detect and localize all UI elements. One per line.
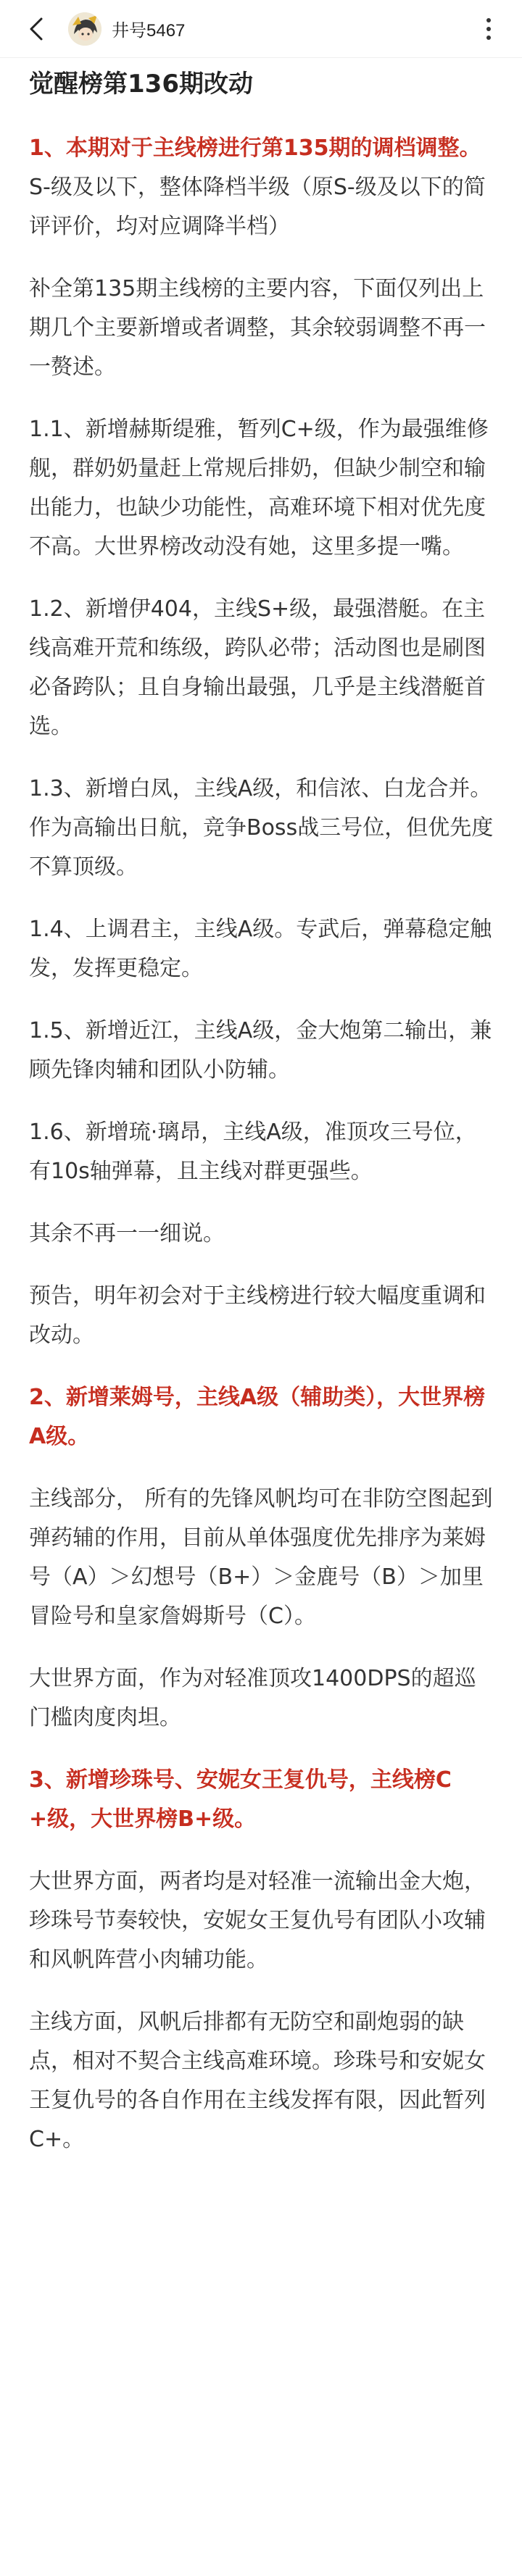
top-bar [0,0,522,58]
section-2-heading: 2、新增莱姆号，主线A级（辅助类），大世界榜A级。 [29,1385,486,1449]
avatar[interactable] [68,12,102,46]
post-title: 觉醒榜第136期改动 [29,70,253,99]
paragraph-1-4: 1.4、上调君主，主线A级。专武后，弹幕稳定触发，发挥更稳定。 [29,917,492,981]
paragraph-rest: 其余不再一一细说。 [29,1221,225,1246]
paragraph-1-2: 1.2、新增伊404，主线S+级，最强潜艇。在主线高难开荒和练级，跨队必带；活动图也是刷图必备跨队；且自身输出最强，几乎是主线潜艇首选。 [29,596,486,739]
paragraph-1-3: 1.3、新增白凤，主线A级，和信浓、白龙合并。作为高输出日航，竞争Boss战三号位，但优先度不算顶级。 [29,776,494,880]
paragraph-notice: 预告，明年初会对于主线榜进行较大幅度重调和改动。 [29,1283,486,1348]
paragraph-1-6: 1.6、新增琉·璃昂，主线A级，准顶攻三号位，有10s轴弹幕，且主线对群更强些。 [29,1120,477,1184]
username[interactable]: 井号5467 [112,21,186,41]
paragraph-3-world: 大世界方面，两者均是对轻准一流输出金大炮，珍珠号节奏较快，安妮女王复仇号有团队小攻辅和风帆阵营小肉辅功能。 [29,1869,486,1972]
section-1-heading: 1、本期对于主线榜进行第135期的调档调整。 [29,136,481,161]
more-button[interactable] [473,13,505,45]
back-button[interactable] [20,13,52,45]
paragraph-2-main: 主线部分， 所有的先锋风帆均可在非防空图起到弹药辅的作用，目前从单体强度优先排序为莱姆号（A）＞幻想号（B+）＞金鹿号（B）＞加里冒险号和皇家詹姆斯号（C）。 [29,1486,493,1629]
paragraph-1-1: 1.1、新增赫斯缇雅，暂列C+级，作为最强维修舰，群奶奶量赶上常规后排奶，但缺少制空和输出能力，也缺少功能性，高难环境下相对优先度不高。大世界榜改动没有她，这里多提一嘴。 [29,417,489,559]
post-content [0,58,522,2212]
paragraph-intro: 补全第135期主线榜的主要内容，下面仅列出上期几个主要新增或者调整，其余较弱调整不再一一赘述。 [29,276,486,380]
chevron-left-icon [27,17,46,41]
section-3-heading: 3、新增珍珠号、安妮女王复仇号，主线榜C+级，大世界榜B+级。 [29,1767,452,1832]
section-1-paragraph [29,129,494,246]
paragraph-2-world: 大世界方面，作为对轻准顶攻1400DPS的超巡门槛肉度肉坦。 [29,1666,476,1730]
section-1-text: S-级及以下，整体降档半级（原S-级及以下的简评评价，均对应调降半档） [29,175,486,239]
paragraph-1-5: 1.5、新增近江，主线A级，金大炮第二输出，兼顾先锋肉辅和团队小防辅。 [29,1018,492,1083]
paragraph-3-main: 主线方面，风帆后排都有无防空和副炮弱的缺点，相对不契合主线高难环境。珍珠号和安妮女王复仇号的各自作用在主线发挥有限，因此暂列C+。 [29,2009,486,2152]
avatar-image [68,12,102,46]
more-vertical-icon [485,17,492,41]
